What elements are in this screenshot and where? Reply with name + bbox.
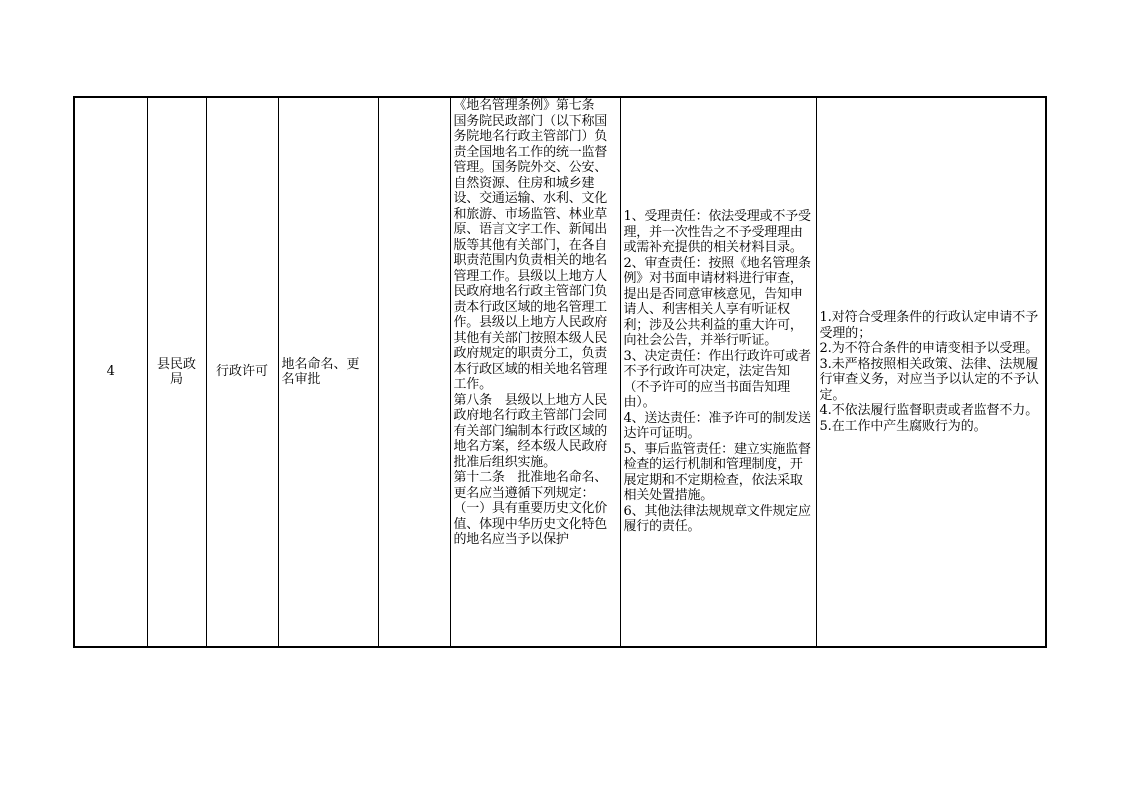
accountability-cell (816, 97, 1046, 647)
accountability-item: 4.不依法履行监督职责或者监督不力。 (819, 403, 1039, 418)
row-number-cell (74, 97, 147, 647)
accountability-item: 2.为不符合条件的申请变相予以受理。 (819, 341, 1039, 356)
responsibility-item: 2、审查责任：按照《地名管理条例》对书面申请材料进行审查，提出是否同意审核意见，告知申请人、利害相关人享有听证权利；涉及公共利益的重大许可，向社会公告，并举行听证。 (623, 255, 811, 349)
responsibility-item: 3、决定责任：作出行政许可或者不予行政许可决定，法定告知（不予许可的应当书面告知理由）。 (623, 348, 811, 411)
legal-basis-paragraph: 第十二条 批准地名命名、更名应当遵循下列规定：（一）具有重要历史文化价值、体现中华历史文化特色的地名应当予以保护 (453, 470, 608, 547)
department-cell (147, 97, 206, 647)
accountability-item: 5.在工作中产生腐败行为的。 (819, 418, 987, 434)
responsibility-item: 4、送达责任：准予许可的制发送达许可证明。 (623, 410, 811, 442)
power-category: 行政许可 (215, 364, 268, 380)
accountability-item: 3.未严格按照相关政策、法律、法规履行审查义务，对应当予以认定的不予认定。 (819, 356, 1039, 403)
item-name: 地名命名、更名审批 (281, 356, 360, 387)
department-name: 县民政局 (156, 356, 196, 387)
table-row (74, 97, 1046, 647)
row-number: 4 (106, 364, 115, 380)
category-cell (206, 97, 278, 647)
sub-item-cell (378, 97, 450, 647)
legal-basis-cell (450, 97, 620, 647)
responsibility-cell (620, 97, 816, 647)
responsibility-item: 6、其他法律法规规章文件规定应履行的责任。 (623, 503, 811, 535)
responsibility-item: 5、事后监管责任：建立实施监督检查的运行机制和管理制度，开展定期和不定期检查，依法采取相关处置措施。 (623, 441, 811, 504)
responsibility-text (621, 209, 816, 535)
responsibility-item: 1、受理责任：依法受理或不予受理，并一次性告之不予受理理由或需补充提供的相关材料目录。 (623, 209, 811, 256)
item-name-cell (278, 97, 378, 647)
legal-basis-paragraph: 《地名管理条例》第七条 国务院民政部门（以下称国务院地名行政主管部门）负责全国地名工作的统一监督管理。国务院外交、公安、自然资源、住房和城乡建设、交通运输、水利、文化和旅游、市场监管、林业草原、语言文字工作、新闻出版等其他有关部门，在各自职责范围内负责相关的地名管理工作。县级以上地方人民政府地名行政主管部门负责本行政区域的地名管理工作。县级以上地方人民政府其他有关部门按照本级人民政府规定的职责分工，负责本行政区域的相关地名管理工作。 (453, 98, 608, 392)
accountability-item: 1.对符合受理条件的行政认定申请不予受理的； (819, 310, 1039, 341)
accountability-text (817, 310, 1046, 434)
power-list-table (73, 96, 1047, 648)
legal-basis-text (451, 98, 620, 646)
legal-basis-paragraph: 第八条 县级以上地方人民政府地名行政主管部门会同有关部门编制本行政区域的地名方案，经本级人民政府批准后组织实施。 (453, 392, 608, 470)
